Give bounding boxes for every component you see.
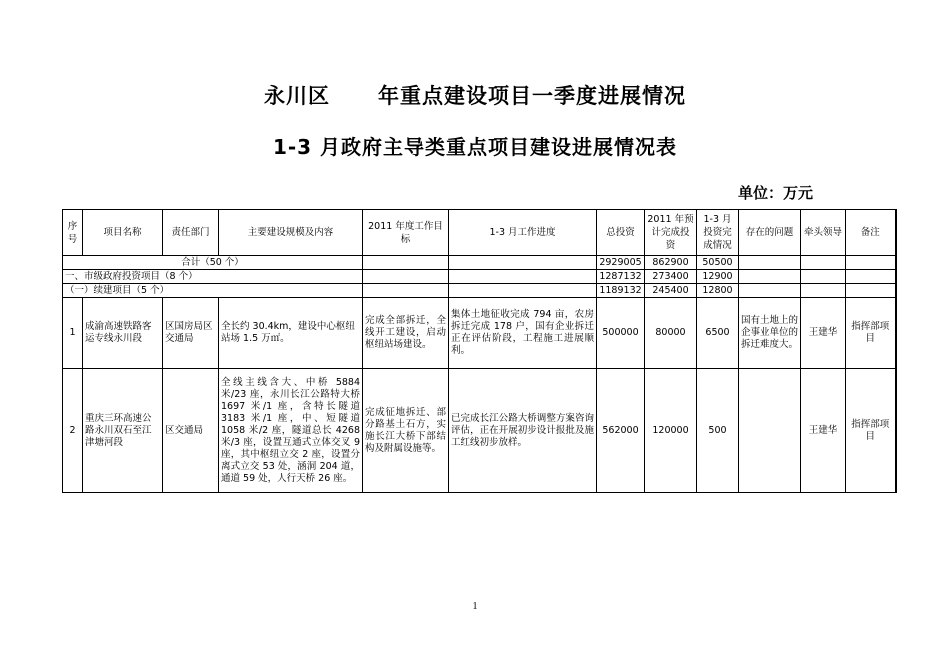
header-progress: 1-3 月工作进度 <box>449 210 597 256</box>
summary-empty <box>363 256 449 270</box>
unit-label: 单位：万元 <box>738 184 814 202</box>
document-subtitle: 1-3 月政府主导类重点项目建设进展情况表 <box>272 135 678 159</box>
header-row <box>63 210 896 256</box>
row-dept: 区交通局 <box>163 369 219 493</box>
header-note: 备注 <box>846 210 896 256</box>
header-issues: 存在的问题 <box>739 210 801 256</box>
summary-plan: 273400 <box>645 270 697 284</box>
row-leader: 王建华 <box>801 298 846 369</box>
summary-label: （一）续建项目（5 个） <box>63 284 363 298</box>
header-done: 1-3 月投资完成情况 <box>697 210 739 256</box>
document-title <box>0 80 950 110</box>
summary-empty <box>449 270 597 284</box>
summary-empty <box>739 256 801 270</box>
header-goal: 2011 年度工作目标 <box>363 210 449 256</box>
summary-label: 一、市级政府投资项目（8 个） <box>63 270 363 284</box>
summary-empty <box>363 284 449 298</box>
row-dept: 区国房局区交通局 <box>163 298 219 369</box>
summary-row-municipal <box>63 270 896 284</box>
summary-row-continuing <box>63 284 896 298</box>
summary-plan: 862900 <box>645 256 697 270</box>
row-total: 500000 <box>597 298 645 369</box>
summary-empty <box>801 284 846 298</box>
table-row <box>63 298 896 369</box>
row-note: 指挥部项目 <box>846 298 896 369</box>
summary-empty <box>846 256 896 270</box>
row-scale: 全线主线含大、中桥 5884 米/23 座，永川长江公路特大桥 1697 米/1 座，含特长隧道 3183 米/1 座，中、短隧道 1058 米/2 座，隧道总长 4268 米/3 座，设置互通式立体交叉 9 座，其中枢纽立交 2 座，设置分离式立交 53 处，涵洞 204 道，通道 59 处，人行天桥 26 座。 <box>219 369 363 493</box>
summary-done: 12900 <box>697 270 739 284</box>
summary-empty <box>739 270 801 284</box>
summary-empty <box>363 270 449 284</box>
header-dept: 责任部门 <box>163 210 219 256</box>
header-plan: 2011 年预计完成投资 <box>645 210 697 256</box>
row-issues <box>739 369 801 493</box>
row-note: 指挥部项目 <box>846 369 896 493</box>
summary-label: 合计（50 个） <box>63 256 363 270</box>
row-name: 重庆三环高速公路永川双石至江津塘河段 <box>83 369 163 493</box>
header-total: 总投资 <box>597 210 645 256</box>
header-name: 项目名称 <box>83 210 163 256</box>
row-seq: 1 <box>63 298 83 369</box>
row-total: 562000 <box>597 369 645 493</box>
row-progress: 集体土地征收完成 794 亩，农房拆迁完成 178 户，国有企业拆迁正在评估阶段，工程施工进展顺利。 <box>449 298 597 369</box>
progress-table <box>62 209 897 493</box>
row-issues: 国有土地上的企事业单位的拆迁难度大。 <box>739 298 801 369</box>
row-goal: 完成全部拆迁，全线开工建设，启动枢纽站场建设。 <box>363 298 449 369</box>
summary-empty <box>846 270 896 284</box>
row-goal: 完成征地拆迁、部分路基土石方，实施长江大桥下部结构及附属设施等。 <box>363 369 449 493</box>
row-scale: 全长约 30.4km，建设中心枢纽站场 1.5 万㎡。 <box>219 298 363 369</box>
summary-empty <box>846 284 896 298</box>
summary-empty <box>801 256 846 270</box>
header-leader: 牵头领导 <box>801 210 846 256</box>
header-seq: 序号 <box>63 210 83 256</box>
page-number: 1 <box>472 601 478 612</box>
summary-done: 12800 <box>697 284 739 298</box>
table-row <box>63 369 896 493</box>
summary-plan: 245400 <box>645 284 697 298</box>
header-scale: 主要建设规模及内容 <box>219 210 363 256</box>
row-seq: 2 <box>63 369 83 493</box>
summary-total: 1189132 <box>597 284 645 298</box>
row-progress: 已完成长江公路大桥调整方案咨询评估，正在开展初步设计报批及施工红线初步放样。 <box>449 369 597 493</box>
summary-row-total <box>63 256 896 270</box>
summary-done: 50500 <box>697 256 739 270</box>
summary-total: 2929005 <box>597 256 645 270</box>
summary-empty <box>801 270 846 284</box>
row-done: 500 <box>697 369 739 493</box>
title-district: 永川区 <box>264 84 330 108</box>
row-leader: 王建华 <box>801 369 846 493</box>
row-plan: 80000 <box>645 298 697 369</box>
row-done: 6500 <box>697 298 739 369</box>
row-name: 成渝高速铁路客运专线永川段 <box>83 298 163 369</box>
summary-total: 1287132 <box>597 270 645 284</box>
summary-empty <box>449 284 597 298</box>
row-plan: 120000 <box>645 369 697 493</box>
summary-empty <box>449 256 597 270</box>
title-text: 年重点建设项目一季度进展情况 <box>378 84 686 108</box>
summary-empty <box>739 284 801 298</box>
